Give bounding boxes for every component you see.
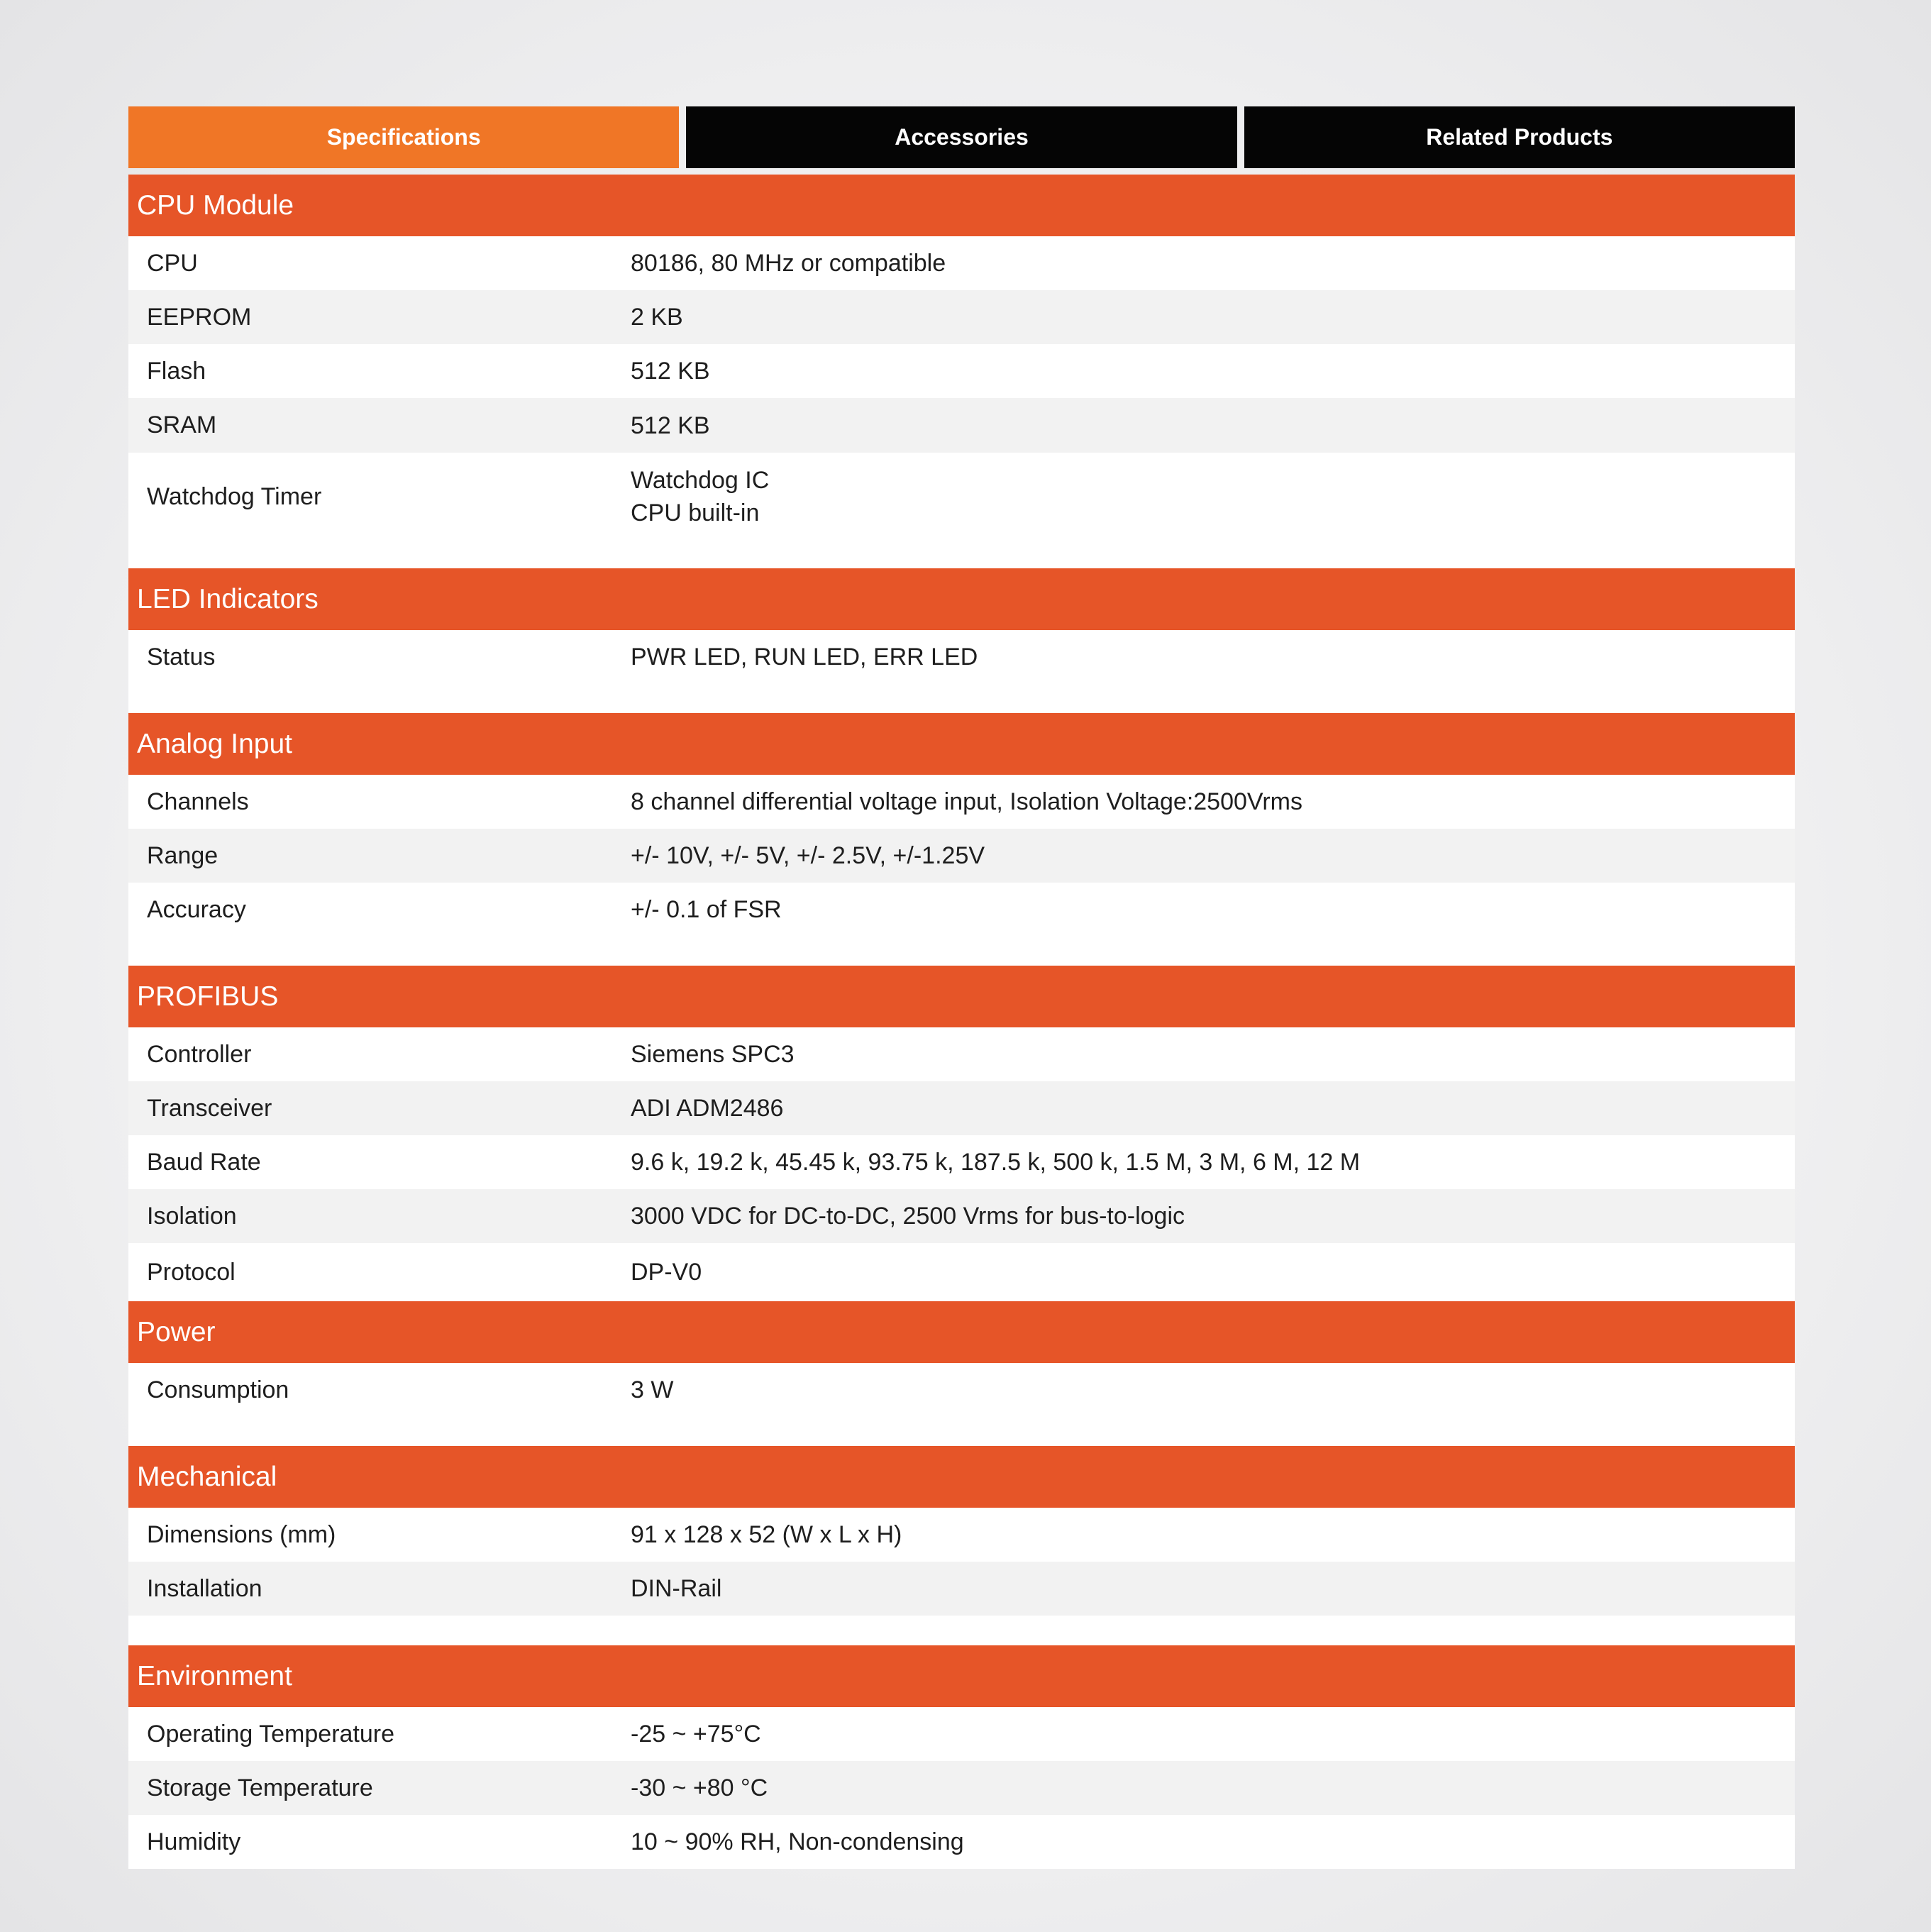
spec-value-line: -25 ~ +75°C	[631, 1721, 761, 1748]
spec-value	[631, 1518, 1795, 1551]
spec-value	[631, 1826, 1795, 1858]
spec-row	[128, 344, 1795, 398]
spec-row	[128, 829, 1795, 883]
spec-label: SRAM	[147, 412, 217, 438]
spec-value-line: Watchdog IC	[631, 467, 770, 494]
spec-label: Transceiver	[147, 1094, 272, 1122]
spec-value-line: 91 x 128 x 52 (W x L x H)	[631, 1521, 902, 1548]
spec-value-line: 3000 VDC for DC-to-DC, 2500 Vrms for bus-to-logic	[631, 1203, 1185, 1230]
spec-label: Installation	[147, 1574, 262, 1602]
spec-value-line: 9.6 k, 19.2 k, 45.45 k, 93.75 k, 187.5 k, 500 k, 1.5 M, 3 M, 6 M, 12 M	[631, 1149, 1361, 1176]
spec-label: CPU	[147, 249, 198, 277]
spec-label: Range	[147, 841, 218, 869]
spec-label: Flash	[147, 357, 206, 385]
spec-value-line: +/- 0.1 of FSR	[631, 896, 782, 923]
spec-value-line: 8 channel differential voltage input, Isolation Voltage:2500Vrms	[631, 788, 1302, 815]
spec-panel	[128, 106, 1795, 1869]
spec-value	[631, 1256, 1795, 1288]
spec-value-line: 80186, 80 MHz or compatible	[631, 250, 946, 277]
spec-value-line: -30 ~ +80 °C	[631, 1774, 768, 1801]
section-spacer	[128, 1417, 1795, 1446]
spec-value	[631, 247, 1795, 280]
spec-row	[128, 1027, 1795, 1081]
spec-label: Protocol	[147, 1258, 236, 1286]
spec-value-line: 10 ~ 90% RH, Non-condensing	[631, 1828, 964, 1855]
spec-row	[128, 1815, 1795, 1869]
spec-row	[128, 398, 1795, 453]
spec-value-line: DIN-Rail	[631, 1575, 722, 1602]
section-header: Analog Input	[128, 713, 1795, 775]
spec-row	[128, 883, 1795, 937]
spec-value	[631, 301, 1795, 333]
spec-row	[128, 236, 1795, 290]
spec-value-line: DP-V0	[631, 1259, 702, 1286]
spec-value	[631, 1200, 1795, 1232]
section-spacer	[128, 684, 1795, 713]
spec-label: Humidity	[147, 1828, 241, 1855]
spec-row	[128, 453, 1795, 541]
tab-bar	[128, 106, 1795, 168]
spec-row	[128, 1081, 1795, 1135]
tab-accessories[interactable]: Accessories	[686, 106, 1236, 168]
spec-value-line: 512 KB	[631, 358, 710, 385]
spec-value	[631, 464, 1795, 529]
spec-value	[631, 1718, 1795, 1750]
section-spacer	[128, 937, 1795, 966]
spec-row	[128, 1761, 1795, 1815]
section-spacer	[128, 541, 1795, 568]
spec-value	[631, 1772, 1795, 1804]
spec-row	[128, 775, 1795, 829]
spec-value	[631, 1146, 1795, 1178]
spec-value-line: 2 KB	[631, 304, 683, 331]
tab-related-products[interactable]: Related Products	[1244, 106, 1795, 168]
spec-row	[128, 630, 1795, 684]
section-header: Environment	[128, 1645, 1795, 1707]
spec-value	[631, 1038, 1795, 1071]
spec-value	[631, 409, 1795, 442]
spec-value-line: CPU built-in	[631, 499, 760, 526]
spec-value	[631, 1092, 1795, 1125]
spec-value-line: Siemens SPC3	[631, 1041, 795, 1068]
spec-label: Accuracy	[147, 895, 246, 923]
spec-value	[631, 839, 1795, 872]
spec-value	[631, 641, 1795, 673]
spec-row	[128, 1135, 1795, 1189]
spec-label: Operating Temperature	[147, 1720, 395, 1748]
spec-value	[631, 355, 1795, 387]
spec-value-line: 3 W	[631, 1376, 674, 1403]
spec-value	[631, 785, 1795, 818]
spec-label: Channels	[147, 788, 249, 815]
spec-value	[631, 893, 1795, 926]
section-header: CPU Module	[128, 175, 1795, 236]
spec-value	[631, 1572, 1795, 1605]
spec-row	[128, 1243, 1795, 1301]
section-header: Mechanical	[128, 1446, 1795, 1508]
spec-value-line: ADI ADM2486	[631, 1095, 784, 1122]
spec-row	[128, 290, 1795, 344]
spec-label: Isolation	[147, 1202, 237, 1230]
spec-row	[128, 1562, 1795, 1616]
spec-table	[128, 175, 1795, 1869]
spec-value-line: PWR LED, RUN LED, ERR LED	[631, 644, 978, 670]
section-spacer	[128, 1616, 1795, 1645]
spec-row	[128, 1363, 1795, 1417]
spec-label: Watchdog Timer	[147, 482, 322, 510]
spec-label: Baud Rate	[147, 1148, 261, 1176]
spec-label: Consumption	[147, 1376, 289, 1403]
spec-row	[128, 1707, 1795, 1761]
spec-value	[631, 1374, 1795, 1406]
spec-label: Dimensions (mm)	[147, 1520, 336, 1548]
spec-value-line: 512 KB	[631, 412, 710, 439]
spec-row	[128, 1189, 1795, 1243]
spec-label: Storage Temperature	[147, 1774, 373, 1801]
spec-row	[128, 1508, 1795, 1562]
spec-label: Status	[147, 643, 216, 670]
spec-value-line: +/- 10V, +/- 5V, +/- 2.5V, +/-1.25V	[631, 842, 985, 869]
section-header: PROFIBUS	[128, 966, 1795, 1027]
spec-label: Controller	[147, 1040, 252, 1068]
spec-label: EEPROM	[147, 303, 252, 331]
section-header: LED Indicators	[128, 568, 1795, 630]
section-header: Power	[128, 1301, 1795, 1363]
tab-specifications[interactable]: Specifications	[128, 106, 679, 168]
